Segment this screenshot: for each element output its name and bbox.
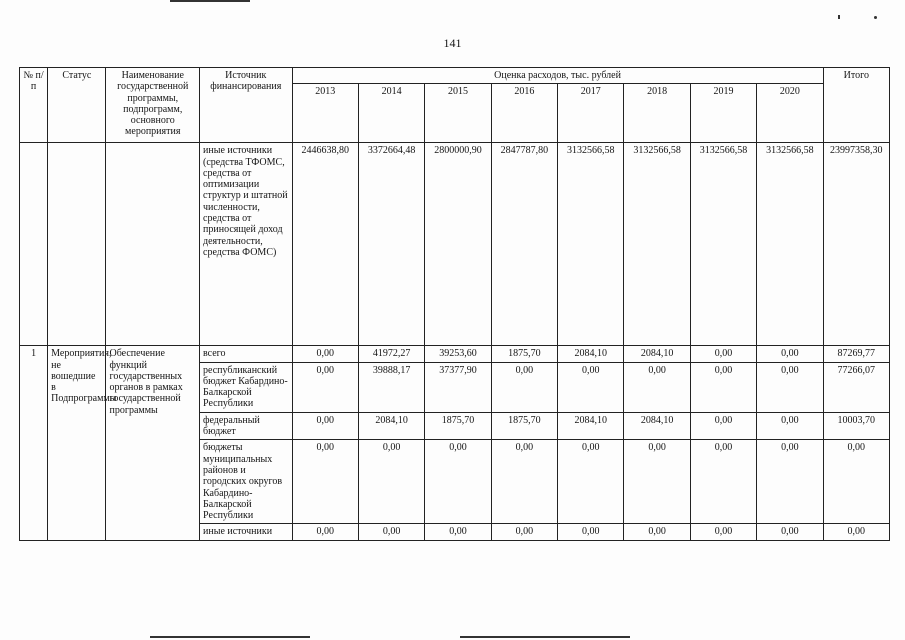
value-cell: 2084,10 bbox=[624, 412, 690, 440]
value-cell: 0,00 bbox=[558, 362, 624, 412]
value-cell: 0,00 bbox=[690, 524, 756, 540]
value-cell: 39253,60 bbox=[425, 346, 491, 362]
value-cell: 0,00 bbox=[624, 440, 690, 524]
value-cell: 0,00 bbox=[425, 524, 491, 540]
source-cell: иные источники bbox=[200, 524, 293, 540]
value-cell: 0,00 bbox=[690, 362, 756, 412]
value-cell: 2084,10 bbox=[358, 412, 424, 440]
header-year: 2020 bbox=[757, 84, 823, 143]
value-cell: 0,00 bbox=[491, 362, 557, 412]
source-cell: бюджеты муниципальных районов и городских округов Кабардино-Балкарской Республики bbox=[200, 440, 293, 524]
table-row bbox=[20, 143, 890, 346]
value-cell: 0,00 bbox=[757, 346, 823, 362]
program-name-cell: Обеспечение функций государственных органов в рамках государственной программы bbox=[106, 346, 200, 540]
header-estimate: Оценка расходов, тыс. рублей bbox=[292, 68, 823, 84]
page-number: 141 bbox=[443, 36, 462, 50]
value-cell: 0,00 bbox=[292, 362, 358, 412]
header-source: Источник финансирования bbox=[200, 68, 293, 143]
row-number: 1 bbox=[20, 346, 48, 540]
total-cell: 10003,70 bbox=[823, 412, 889, 440]
value-cell: 0,00 bbox=[690, 440, 756, 524]
value-cell: 0,00 bbox=[757, 524, 823, 540]
value-cell: 37377,90 bbox=[425, 362, 491, 412]
budget-table bbox=[19, 67, 890, 541]
value-cell: 0,00 bbox=[757, 440, 823, 524]
scan-artifact-bottom-right bbox=[460, 636, 630, 638]
scan-artifact-bottom-left bbox=[150, 636, 310, 638]
value-cell: 0,00 bbox=[292, 524, 358, 540]
source-cell: республиканский бюджет Кабардино-Балкарской Республики bbox=[200, 362, 293, 412]
value-cell: 0,00 bbox=[624, 524, 690, 540]
value-cell: 0,00 bbox=[690, 412, 756, 440]
total-cell: 77266,07 bbox=[823, 362, 889, 412]
value-cell: 3132566,58 bbox=[624, 143, 690, 346]
header-year: 2017 bbox=[558, 84, 624, 143]
status-cell: Мероприятия, не вошедшие в Подпрограммы bbox=[48, 346, 106, 540]
value-cell: 3132566,58 bbox=[558, 143, 624, 346]
value-cell: 0,00 bbox=[292, 346, 358, 362]
scan-artifact-dot bbox=[874, 16, 877, 19]
value-cell: 0,00 bbox=[624, 362, 690, 412]
total-cell: 87269,77 bbox=[823, 346, 889, 362]
value-cell: 3372664,48 bbox=[358, 143, 424, 346]
value-cell: 3132566,58 bbox=[757, 143, 823, 346]
source-cell: всего bbox=[200, 346, 293, 362]
source-cell: федеральный бюджет bbox=[200, 412, 293, 440]
table-row bbox=[20, 346, 890, 362]
header-year: 2019 bbox=[690, 84, 756, 143]
value-cell: 2084,10 bbox=[558, 412, 624, 440]
header-num: № п/п bbox=[20, 68, 48, 143]
value-cell: 0,00 bbox=[292, 412, 358, 440]
value-cell: 0,00 bbox=[558, 440, 624, 524]
value-cell: 1875,70 bbox=[491, 412, 557, 440]
value-cell: 39888,17 bbox=[358, 362, 424, 412]
empty-cell bbox=[48, 143, 106, 346]
value-cell: 0,00 bbox=[690, 346, 756, 362]
value-cell: 0,00 bbox=[558, 524, 624, 540]
total-cell: 23997358,30 bbox=[823, 143, 889, 346]
header-row-1 bbox=[20, 68, 890, 84]
scan-artifact-top bbox=[170, 0, 250, 2]
header-year: 2013 bbox=[292, 84, 358, 143]
empty-cell bbox=[106, 143, 200, 346]
value-cell: 2800000,90 bbox=[425, 143, 491, 346]
value-cell: 0,00 bbox=[757, 412, 823, 440]
header-year: 2015 bbox=[425, 84, 491, 143]
value-cell: 1875,70 bbox=[491, 346, 557, 362]
value-cell: 0,00 bbox=[358, 524, 424, 540]
header-total: Итого bbox=[823, 68, 889, 143]
header-year: 2014 bbox=[358, 84, 424, 143]
value-cell: 0,00 bbox=[491, 440, 557, 524]
value-cell: 0,00 bbox=[757, 362, 823, 412]
source-cell: иные источники (средства ТФОМС, средства от оптимизации структур и штатной численности, средства от приносящей доход деятельности, средства ФОМС) bbox=[200, 143, 293, 346]
value-cell: 2084,10 bbox=[624, 346, 690, 362]
value-cell: 0,00 bbox=[425, 440, 491, 524]
value-cell: 0,00 bbox=[358, 440, 424, 524]
value-cell: 0,00 bbox=[292, 440, 358, 524]
value-cell: 2084,10 bbox=[558, 346, 624, 362]
total-cell: 0,00 bbox=[823, 524, 889, 540]
value-cell: 2446638,80 bbox=[292, 143, 358, 346]
value-cell: 2847787,80 bbox=[491, 143, 557, 346]
header-status: Статус bbox=[48, 68, 106, 143]
header-year: 2018 bbox=[624, 84, 690, 143]
scan-artifact-tick bbox=[838, 15, 840, 19]
header-year: 2016 bbox=[491, 84, 557, 143]
value-cell: 3132566,58 bbox=[690, 143, 756, 346]
value-cell: 1875,70 bbox=[425, 412, 491, 440]
total-cell: 0,00 bbox=[823, 440, 889, 524]
header-name: Наименование государственной программы, подпрограмм, основного мероприятия bbox=[106, 68, 200, 143]
value-cell: 0,00 bbox=[491, 524, 557, 540]
empty-cell bbox=[20, 143, 48, 346]
value-cell: 41972,27 bbox=[358, 346, 424, 362]
